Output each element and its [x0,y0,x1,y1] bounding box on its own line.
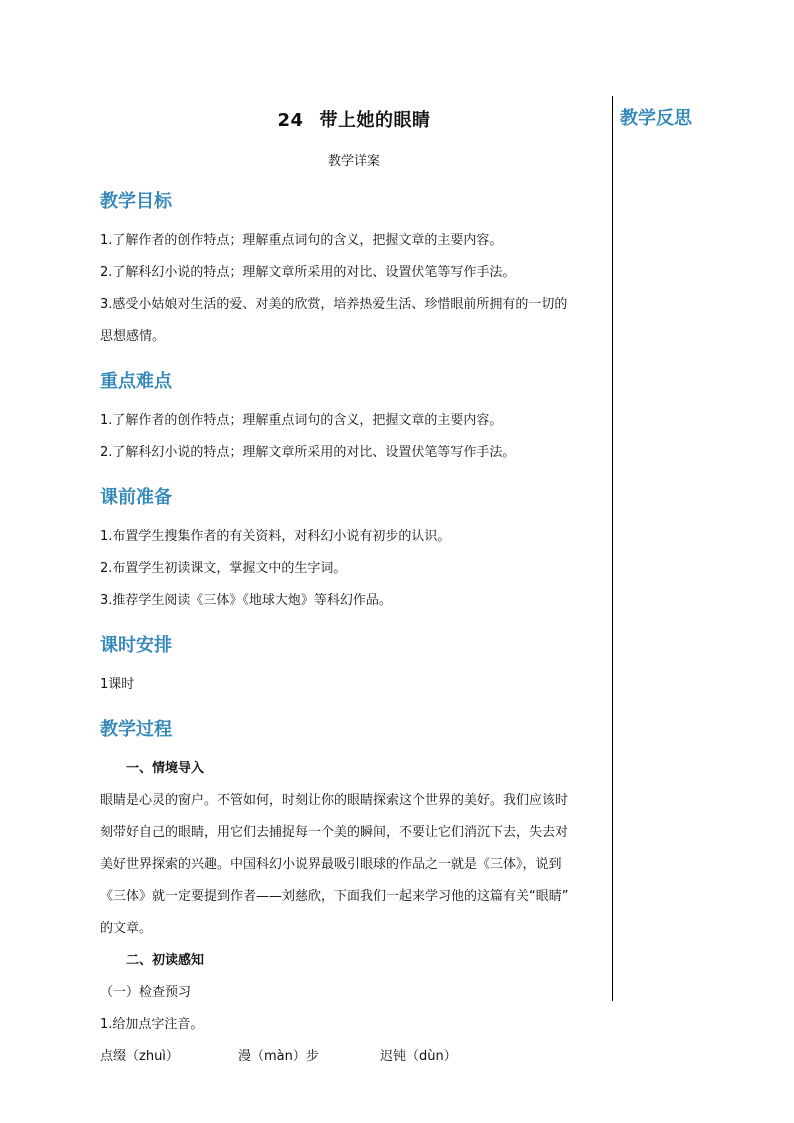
objective-item: 2.了解科幻小说的特点；理解文章所采用的对比、设置伏笔等写作手法。 [100,265,516,280]
schedule-heading: 课时安排 [100,635,172,656]
intro-line: 刻带好自己的眼睛，用它们去捕捉每一个美的瞬间，不要让它们消沉下去，失去对 [100,825,569,840]
objective-item: 3.感受小姑娘对生活的爱、对美的欣赏，培养热爱生活、珍惜眼前所拥有的一切的 [100,297,568,312]
intro-line: 美好世界探索的兴趣。中国科幻小说界最吸引眼球的作品之一就是《三体》，说到 [100,857,562,872]
pinyin-item: 迟钝（dùn） [380,1049,457,1064]
preparation-heading: 课前准备 [100,487,172,508]
task-1: 1.给加点字注音。 [100,1017,204,1032]
pinyin-item: 点缀（zhuì） [100,1049,179,1064]
objectives-heading: 教学目标 [100,191,172,212]
process-step-2: 二、初读感知 [126,953,205,968]
pinyin-row [100,1041,608,1073]
lesson-title: 带上她的眼睛 [319,110,431,131]
preview-heading: （一）检查预习 [100,985,192,1000]
key-point-item: 1.了解作者的创作特点；理解重点词句的含义，把握文章的主要内容。 [100,413,503,428]
process-heading: 教学过程 [100,719,172,740]
page-title [100,106,608,132]
key-points-heading: 重点难点 [100,371,172,392]
preparation-item: 3.推荐学生阅读《三体》《地球大炮》等科幻作品。 [100,593,392,608]
reflection-heading: 教学反思 [620,108,692,129]
intro-line: 眼睛是心灵的窗户。不管如何，时刻让你的眼睛探索这个世界的美好。我们应该时 [100,793,569,808]
lesson-number: 24 [277,110,304,131]
process-step-1: 一、情境导入 [126,761,205,776]
page-subtitle: 教学详案 [327,154,380,169]
objective-item: 思想感情。 [100,329,166,344]
pinyin-item: 漫（màn）步 [238,1049,319,1064]
intro-line: 《三体》就一定要提到作者——刘慈欣，下面我们一起来学习他的这篇有关“眼睛” [100,889,569,904]
preparation-item: 1.布置学生搜集作者的有关资料，对科幻小说有初步的认识。 [100,529,451,544]
schedule-text: 1课时 [100,677,135,692]
lesson-plan [100,100,608,1073]
margin-divider [612,96,613,1001]
key-point-item: 2.了解科幻小说的特点；理解文章所采用的对比、设置伏笔等写作手法。 [100,445,516,460]
preparation-item: 2.布置学生初读课文，掌握文中的生字词。 [100,561,347,576]
objective-item: 1.了解作者的创作特点；理解重点词句的含义，把握文章的主要内容。 [100,233,503,248]
intro-line: 的文章。 [100,921,153,936]
